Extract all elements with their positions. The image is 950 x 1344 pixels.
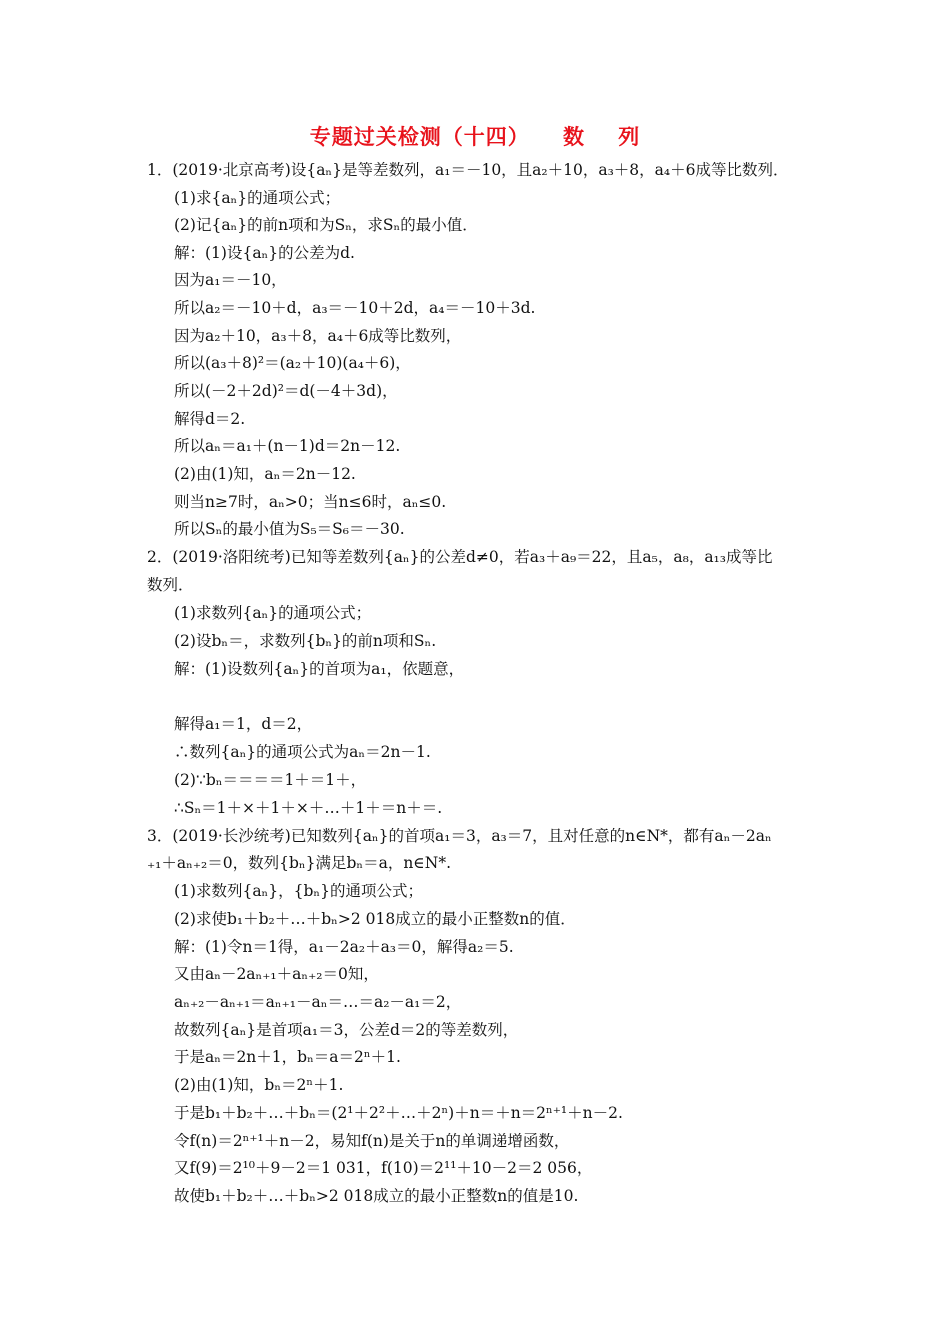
solution-line: 又f(9)＝2¹⁰＋9－2＝1 031，f(10)＝2¹¹＋10－2＝2 056， xyxy=(174,1159,593,1177)
solution-line: (2)由(1)知，aₙ＝2n－12. xyxy=(174,465,356,483)
problem-3-part-1: (1)求数列{aₙ}，{bₙ}的通项公式； xyxy=(174,882,423,900)
solution-line: 所以Sₙ的最小值为S₅＝S₆＝－30. xyxy=(174,520,405,538)
solution-line: 于是aₙ＝2n＋1，bₙ＝a＝2ⁿ＋1. xyxy=(174,1048,401,1066)
problem-3-part-2: (2)求使b₁＋b₂＋…＋bₙ>2 018成立的最小正整数n的值． xyxy=(174,910,576,928)
solution-line: (2)由(1)知，bₙ＝2ⁿ＋1. xyxy=(174,1076,344,1094)
solution-line: 又由aₙ－2aₙ₊₁＋aₙ₊₂＝0知， xyxy=(174,965,379,983)
solution-line: 解：(1)设{aₙ}的公差为d. xyxy=(174,244,355,262)
solution-line: 因为a₁＝－10， xyxy=(174,271,287,289)
solution-line: 故使b₁＋b₂＋…＋bₙ>2 018成立的最小正整数n的值是10. xyxy=(174,1187,579,1205)
solution-line: 令f(n)＝2ⁿ⁺¹＋n－2，易知f(n)是关于n的单调递增函数， xyxy=(174,1132,570,1150)
solution-line: 所以(a₃＋8)²＝(a₂＋10)(a₄＋6)， xyxy=(174,354,411,372)
solution-line: 所以a₂＝－10＋d，a₃＝－10＋2d，a₄＝－10＋3d. xyxy=(174,299,536,317)
problem-3-statement: 3．(2019·长沙统考)已知数列{aₙ}的首项a₁＝3，a₃＝7，且对任意的n∈N*，都有aₙ－2aₙ xyxy=(147,827,772,845)
problem-1-part-2: (2)记{aₙ}的前n项和为Sₙ，求Sₙ的最小值． xyxy=(174,216,478,234)
solution-line: 解得a₁＝1，d＝2， xyxy=(174,715,313,733)
solution-line: 于是b₁＋b₂＋…＋bₙ＝(2¹＋2²＋…＋2ⁿ)＋n＝＋n＝2ⁿ⁺¹＋n－2. xyxy=(174,1104,623,1122)
solution-line: 因为a₂＋10，a₃＋8，a₄＋6成等比数列， xyxy=(174,327,462,345)
solution-line: ∴数列{aₙ}的通项公式为aₙ＝2n－1. xyxy=(174,743,431,761)
solution-line: 所以(－2＋2d)²＝d(－4＋3d)， xyxy=(174,382,398,400)
problem-1-statement: 1．(2019·北京高考)设{aₙ}是等差数列，a₁＝－10，且a₂＋10，a₃＋8，a₄＋6成等比数列． xyxy=(147,161,789,179)
problem-3-statement-cont: ₊₁＋aₙ₊₂＝0，数列{bₙ}满足bₙ＝a，n∈N*. xyxy=(147,854,452,872)
problem-2-part-1: (1)求数列{aₙ}的通项公式； xyxy=(174,604,372,622)
problem-2-part-2: (2)设bₙ＝，求数列{bₙ}的前n项和Sₙ. xyxy=(174,632,437,650)
solution-line: 故数列{aₙ}是首项a₁＝3，公差d＝2的等差数列， xyxy=(174,1021,519,1039)
page-title: 专题过关检测（十四） 数 列 xyxy=(309,124,641,149)
problem-2-statement-cont: 数列． xyxy=(147,576,194,594)
problem-2-statement: 2．(2019·洛阳统考)已知等差数列{aₙ}的公差d≠0，若a₃＋a₉＝22，且a₅，a₈，a₁₃成等比 xyxy=(147,548,773,566)
solution-line: ∴Sₙ＝1＋×＋1＋×＋…＋1＋＝n＋＝. xyxy=(174,799,443,817)
problem-1-part-1: (1)求{aₙ}的通项公式； xyxy=(174,189,341,207)
solution-line: 解：(1)令n＝1得，a₁－2a₂＋a₃＝0，解得a₂＝5. xyxy=(174,938,514,956)
solution-line: 解得d＝2. xyxy=(174,410,246,428)
solution-line: 所以aₙ＝a₁＋(n－1)d＝2n－12. xyxy=(174,437,401,455)
solution-line: aₙ₊₂－aₙ₊₁＝aₙ₊₁－aₙ＝…＝a₂－a₁＝2， xyxy=(174,993,462,1011)
solution-line: (2)∵bₙ＝＝＝＝1＋＝1＋， xyxy=(174,771,367,789)
solution-line: 解：(1)设数列{aₙ}的首项为a₁，依题意， xyxy=(174,660,465,678)
solution-line: 则当n≥7时，aₙ>0；当n≤6时，aₙ≤0. xyxy=(174,493,447,511)
